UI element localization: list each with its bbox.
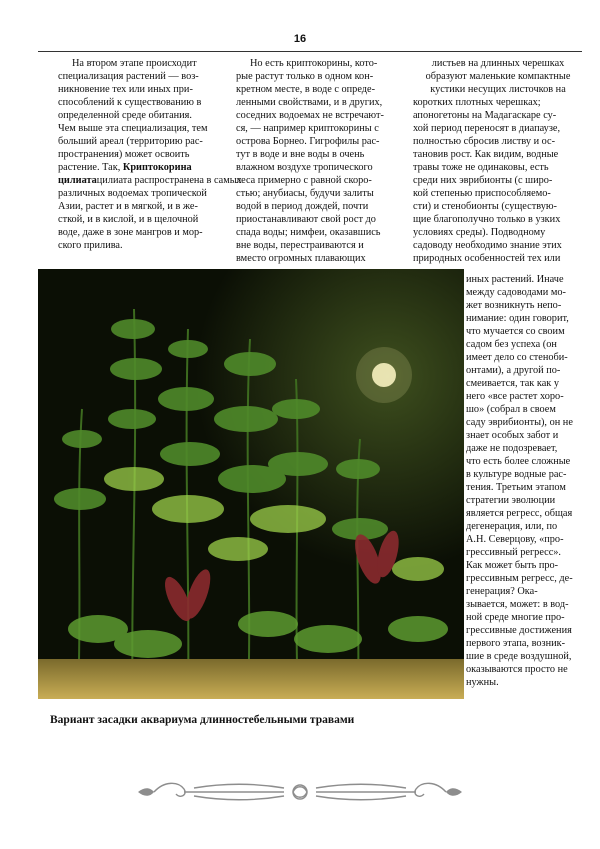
text-line: специализация растений — воз- — [58, 71, 199, 82]
text-line: На втором этапе происходит — [72, 58, 197, 69]
text-line: является регресс, общая — [466, 508, 573, 519]
text-line-with-term — [58, 174, 242, 187]
text-line: в культуре водные рас- — [466, 469, 567, 480]
text-line: жет возникнуть непо- — [466, 300, 562, 311]
plant-name-bold: Криптокорина — [122, 162, 192, 173]
text-line: водой в период дождей, почти — [236, 201, 369, 212]
text-line: ленными свойствами, и в других, — [236, 97, 383, 108]
text-line: Чем выше эта специализация, тем — [58, 123, 208, 134]
text-line: полностью сбросив листву и ос- — [413, 136, 556, 147]
text-line: приостанавливают свой рост до — [236, 214, 376, 225]
text-line: имеет дело со стеноби- — [466, 352, 568, 363]
text-line: ского прилива. — [58, 240, 123, 251]
text-line: сткой, и в кислой, и в щелочной — [58, 214, 199, 225]
text-line: первого этапа, возник- — [466, 638, 566, 649]
text-line: никновение тех или иных при- — [58, 84, 193, 95]
text-line: него «все растет хоро- — [466, 391, 564, 402]
text-line: щие благополучно только в узких — [413, 214, 561, 225]
text-line: коротких плотных черешках; — [413, 97, 541, 108]
text-line: воде, даже в зоне мангров и мор- — [58, 227, 203, 238]
text-line: зывается, может: в вод- — [466, 599, 569, 610]
text-line: образуют маленькие компактные — [425, 71, 571, 82]
text-line: тения. Третьим этапом — [466, 482, 566, 493]
text-line: травы тоже не одинаковы, есть — [413, 162, 549, 173]
text-column-2 — [236, 57, 401, 265]
text-line: кретном месте, в воде с опреде- — [236, 84, 375, 95]
text-line: больший ареал (территорию рас- — [58, 136, 203, 147]
page-number: 16 — [293, 33, 307, 45]
text-line: нимание: один говорит, — [466, 313, 569, 324]
text-line: садоводу необходимо знание этих — [413, 240, 562, 251]
text-line: Но есть криптокорины, кото- — [250, 58, 378, 69]
text-line: кой степенью приспособляемо- — [413, 188, 551, 199]
text-line: что есть более сложные — [466, 456, 571, 467]
text-line: иных растений. Иначе — [466, 274, 564, 285]
text-line: кустики несущих листочков на — [430, 84, 566, 95]
text-line: грессивные достижения — [466, 625, 572, 636]
text-line: даже не подозревает, — [466, 443, 558, 454]
text-line: сти) и стенобионты (существую- — [413, 201, 557, 212]
text-line: ной среде многие про- — [466, 612, 565, 623]
aquarium-illustration — [38, 269, 464, 699]
text-line: пространения) может освоить — [58, 149, 190, 160]
text-line: шо» (собрал в своем — [466, 404, 556, 415]
text-fragment: цилиата распространена в самых — [96, 175, 242, 186]
text-line: вместо огромных плавающих — [236, 253, 366, 264]
text-line: листьев на длинных черешках — [431, 58, 565, 69]
text-line: вне воды, перестраиваются и — [236, 240, 364, 251]
text-line: острова Борнео. Гигрофилы рас- — [236, 136, 380, 147]
text-line: стью; анубиасы, будучи залиты — [236, 188, 374, 199]
text-line: что мучается со своим — [466, 326, 565, 337]
text-line: грессивным регресс, де- — [466, 573, 573, 584]
text-line: спада воды; нимфеи, оказавшись — [236, 227, 381, 238]
plant-name-bold: цилиата — [58, 175, 97, 186]
text-line: Азии, растет и в мягкой, и в же- — [58, 201, 198, 212]
text-line: тут в воде и вне воды в очень — [236, 149, 365, 160]
text-line: смеивается, так как у — [466, 378, 560, 389]
text-line: определенной среде обитания. — [58, 110, 192, 121]
text-line: генерация? Ока- — [466, 586, 538, 597]
text-line: соседних водоемах не встречают- — [236, 110, 384, 121]
text-line: шие в среде воздушной, — [466, 651, 572, 662]
text-line: тановив рост. Как видим, водные — [413, 149, 559, 160]
text-line: нужны. — [466, 677, 499, 688]
text-line: различных водоемах тропической — [58, 188, 207, 199]
text-line: природных особенностей тех или — [413, 253, 561, 264]
text-line: ся, — например криптокорины с — [236, 123, 379, 134]
text-line: грессивный регресс». — [466, 547, 562, 558]
text-column-3 — [413, 57, 583, 265]
text-line: садом без успеха (он — [466, 339, 557, 350]
decorative-ornament — [134, 779, 466, 805]
text-line: знает особых забот и — [466, 430, 559, 441]
text-line: оказываются просто не — [466, 664, 568, 675]
header-rule — [38, 51, 582, 52]
text-line: рые растут только в одном кон- — [236, 71, 374, 82]
text-line: условиях среды). Подводному — [413, 227, 546, 238]
text-line: А.Н. Северцову, «про- — [466, 534, 564, 545]
text-line: влажном воздухе тропического — [236, 162, 373, 173]
text-line: среди них эврибионты (с широ- — [413, 175, 553, 186]
figure-caption: Вариант засадки аквариума длинностебельными травами — [50, 714, 355, 726]
text-line: Как может быть про- — [466, 560, 559, 571]
text-line: хой период переносят в диапаузе, — [413, 123, 561, 134]
text-column-3-continued — [466, 273, 584, 689]
text-line: онтами), а другой по- — [466, 365, 561, 376]
text-line: леса примерно с равной скоро- — [236, 175, 372, 186]
aquarium-photo — [38, 269, 464, 699]
text-line: стратегии эволюции — [466, 495, 556, 506]
text-fragment: растение. Так, — [58, 162, 123, 173]
text-line-with-term — [58, 161, 224, 174]
text-line: между садоводами мо- — [466, 287, 566, 298]
text-line: апоногетоны на Мадагаскаре су- — [413, 110, 557, 121]
text-line: способлений к существованию в — [58, 97, 202, 108]
text-line: дегенерация, или, по — [466, 521, 558, 532]
text-column-1 — [58, 57, 242, 252]
text-line: саду эврибионты), он не — [466, 417, 573, 428]
